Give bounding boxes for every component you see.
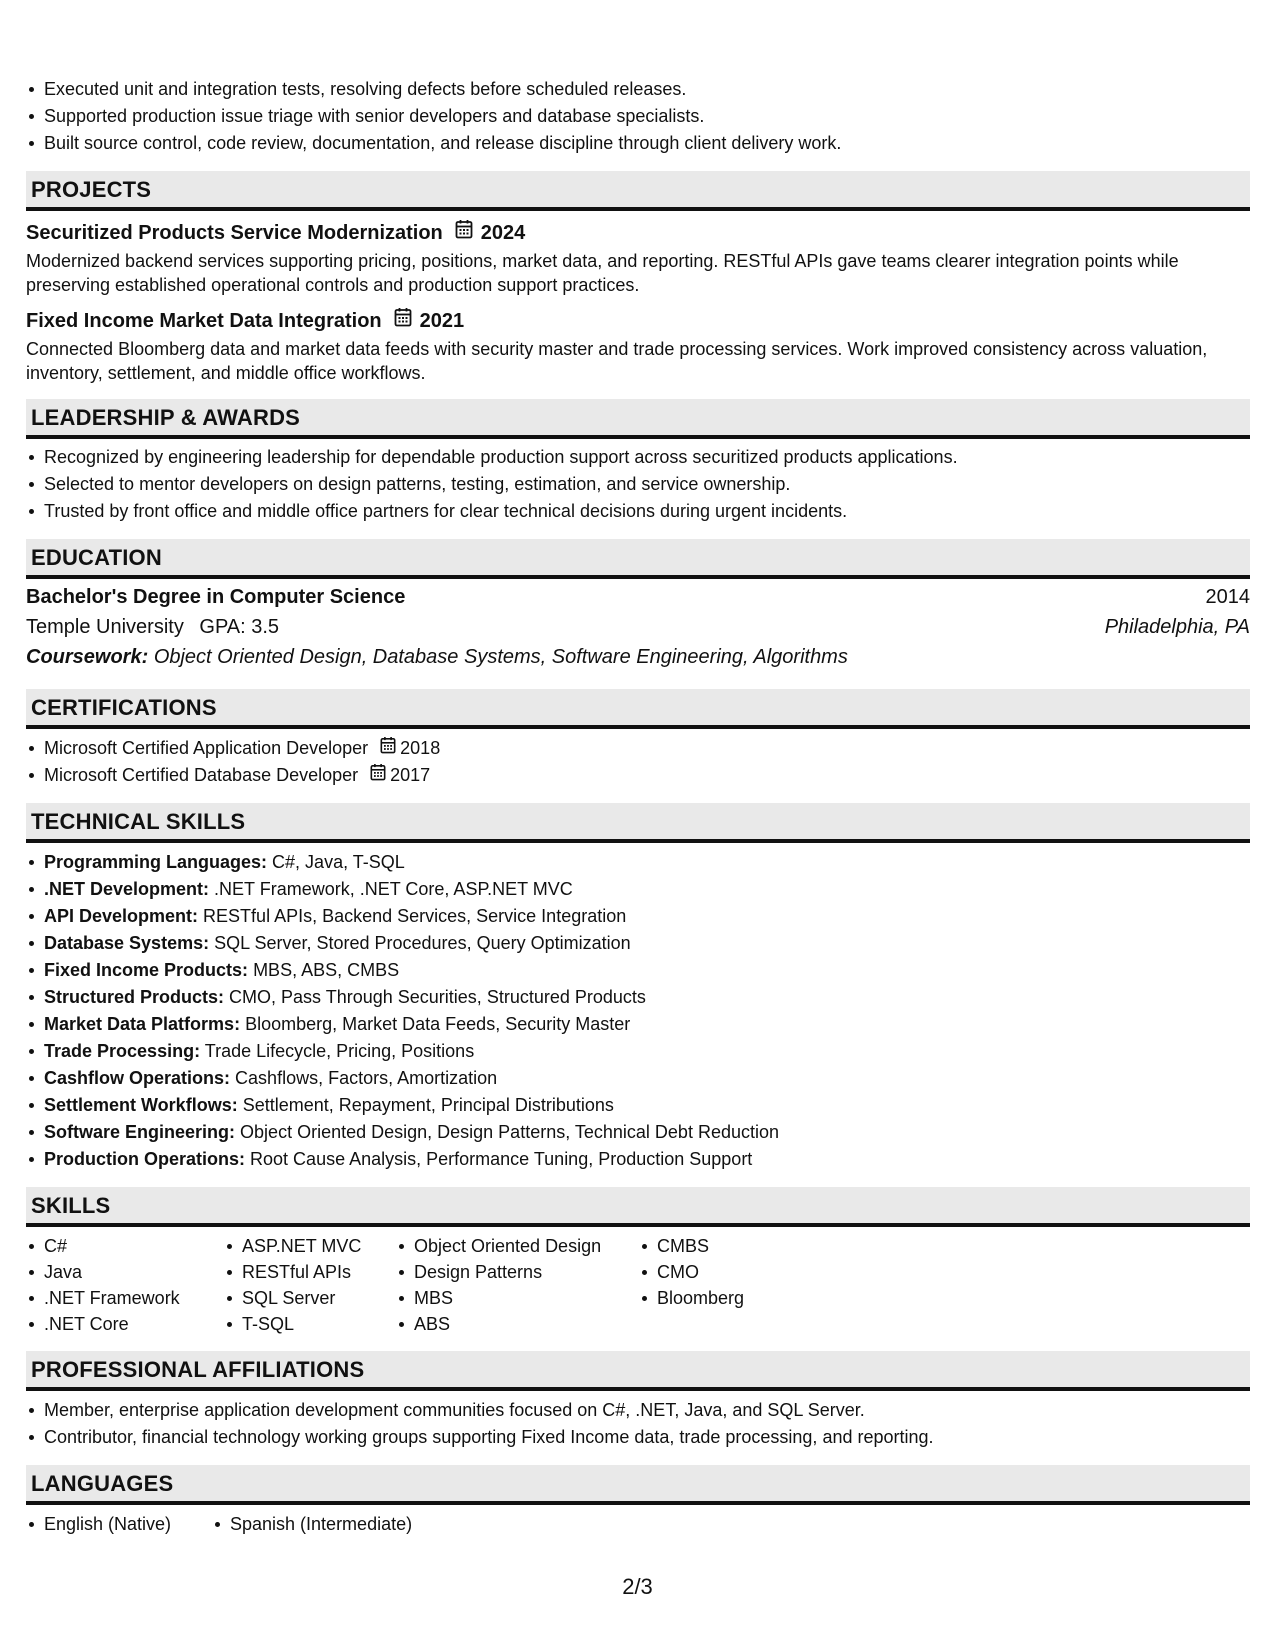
skills-column xyxy=(639,1233,837,1337)
list-item: Supported production issue triage with senior developers and database specialists. xyxy=(44,103,1250,130)
certification-year: 2018 xyxy=(400,738,441,758)
project-title-row xyxy=(26,307,1250,335)
skill-values: SQL Server, Stored Procedures, Query Optimization xyxy=(214,933,631,953)
technical-skills-list xyxy=(26,849,1250,1173)
language-column xyxy=(212,1511,412,1538)
list-item: Trusted by front office and middle office partners for clear technical decisions during urgent incidents. xyxy=(44,498,1250,525)
skill-values: C#, Java, T-SQL xyxy=(272,852,405,872)
skill-values: Trade Lifecycle, Pricing, Positions xyxy=(204,1041,475,1061)
skill-category: API Development: xyxy=(44,906,199,926)
skill-category: Market Data Platforms: xyxy=(44,1014,241,1034)
gpa: GPA: 3.5 xyxy=(199,616,280,638)
list-item: ABS xyxy=(414,1311,639,1337)
list-item: MBS xyxy=(414,1285,639,1311)
list-item xyxy=(44,735,1250,762)
project-title: Fixed Income Market Data Integration xyxy=(26,310,382,332)
skills-column xyxy=(224,1233,396,1337)
school-name: Temple University xyxy=(26,616,184,638)
skills-column xyxy=(26,1233,224,1337)
list-item xyxy=(44,957,1250,984)
certification-name: Microsoft Certified Database Developer xyxy=(44,765,359,785)
certification-year: 2017 xyxy=(390,765,431,785)
list-item: C# xyxy=(44,1233,224,1259)
skill-values: Object Oriented Design, Design Patterns, Technical Debt Reduction xyxy=(240,1122,780,1142)
certification-name: Microsoft Certified Application Developer xyxy=(44,738,369,758)
section-heading-languages: LANGUAGES xyxy=(26,1465,1250,1505)
list-item: Built source control, code review, documentation, and release discipline through client delivery work. xyxy=(44,130,1250,157)
project-year: 2021 xyxy=(419,310,465,332)
education-degree-row xyxy=(26,582,1250,612)
coursework-list: Object Oriented Design, Database Systems, Software Engineering, Algorithms xyxy=(153,646,848,668)
certifications-list xyxy=(26,735,1250,789)
skill-category: Cashflow Operations: xyxy=(44,1068,231,1088)
project-entry xyxy=(26,307,1250,385)
skill-category: Programming Languages: xyxy=(44,852,268,872)
resume-page xyxy=(26,76,1250,1538)
skill-category: Production Operations: xyxy=(44,1149,246,1169)
section-heading-projects: PROJECTS xyxy=(26,171,1250,211)
list-item: RESTful APIs xyxy=(242,1259,396,1285)
section-heading-certifications: CERTIFICATIONS xyxy=(26,689,1250,729)
project-title-row xyxy=(26,219,1250,247)
skill-category: Software Engineering: xyxy=(44,1122,236,1142)
list-item: Contributor, financial technology working groups supporting Fixed Income data, trade processing, and reporting. xyxy=(44,1424,1250,1451)
list-item xyxy=(44,1146,1250,1173)
skill-values: .NET Framework, .NET Core, ASP.NET MVC xyxy=(214,879,573,899)
skill-values: Cashflows, Factors, Amortization xyxy=(235,1068,498,1088)
skill-values: MBS, ABS, CMBS xyxy=(253,960,400,980)
list-item xyxy=(44,984,1250,1011)
list-item: Recognized by engineering leadership for dependable production support across securitized products applications. xyxy=(44,444,1250,471)
list-item xyxy=(44,849,1250,876)
section-heading-leadership: LEADERSHIP & AWARDS xyxy=(26,399,1250,439)
list-item: .NET Framework xyxy=(44,1285,224,1311)
project-year: 2024 xyxy=(480,222,526,244)
list-item: CMO xyxy=(657,1259,837,1285)
skill-values: RESTful APIs, Backend Services, Service Integration xyxy=(203,906,627,926)
list-item xyxy=(44,1011,1250,1038)
list-item: ASP.NET MVC xyxy=(242,1233,396,1259)
degree-title: Bachelor's Degree in Computer Science xyxy=(26,586,406,608)
calendar-icon xyxy=(380,735,396,762)
list-item: Selected to mentor developers on design patterns, testing, estimation, and service ownership. xyxy=(44,471,1250,498)
coursework-row xyxy=(26,642,1250,672)
page-number: 2/3 xyxy=(622,1574,653,1599)
skill-category: Structured Products: xyxy=(44,987,225,1007)
skill-category: Fixed Income Products: xyxy=(44,960,249,980)
skill-category: Trade Processing: xyxy=(44,1041,201,1061)
list-item: Bloomberg xyxy=(657,1285,837,1311)
experience-bullets xyxy=(26,76,1250,157)
language-column xyxy=(26,1511,212,1538)
list-item: CMBS xyxy=(657,1233,837,1259)
languages-list xyxy=(26,1511,1250,1538)
list-item: Design Patterns xyxy=(414,1259,639,1285)
skill-values: CMO, Pass Through Securities, Structured Products xyxy=(229,987,646,1007)
list-item: Executed unit and integration tests, resolving defects before scheduled releases. xyxy=(44,76,1250,103)
list-item xyxy=(44,1038,1250,1065)
project-entry xyxy=(26,219,1250,297)
calendar-icon xyxy=(370,762,386,789)
skills-column xyxy=(396,1233,639,1337)
list-item xyxy=(44,1092,1250,1119)
list-item: Java xyxy=(44,1259,224,1285)
coursework-label: Coursework: xyxy=(26,646,149,668)
affiliations-list xyxy=(26,1397,1250,1451)
education-school-row xyxy=(26,612,1250,642)
school-location: Philadelphia, PA xyxy=(1104,616,1250,638)
list-item xyxy=(44,1119,1250,1146)
section-heading-technical-skills: TECHNICAL SKILLS xyxy=(26,803,1250,843)
list-item: Object Oriented Design xyxy=(414,1233,639,1259)
list-item xyxy=(44,1065,1250,1092)
graduation-year: 2014 xyxy=(1205,586,1250,608)
calendar-icon xyxy=(394,307,412,335)
skill-category: Settlement Workflows: xyxy=(44,1095,238,1115)
list-item xyxy=(44,930,1250,957)
list-item xyxy=(44,903,1250,930)
section-heading-affiliations: PROFESSIONAL AFFILIATIONS xyxy=(26,1351,1250,1391)
list-item: English (Native) xyxy=(44,1511,212,1538)
skills-columns xyxy=(26,1233,1250,1337)
skill-values: Root Cause Analysis, Performance Tuning, Production Support xyxy=(250,1149,753,1169)
project-description: Connected Bloomberg data and market data feeds with security master and trade processing services. Work improved consistency across valuation, inventory, settlement, and middle office workflows. xyxy=(26,339,1208,383)
list-item xyxy=(44,762,1250,789)
skill-values: Settlement, Repayment, Principal Distributions xyxy=(242,1095,614,1115)
list-item: T-SQL xyxy=(242,1311,396,1337)
skill-category: .NET Development: xyxy=(44,879,210,899)
skill-values: Bloomberg, Market Data Feeds, Security Master xyxy=(245,1014,631,1034)
education-entry xyxy=(26,582,1250,672)
section-heading-skills: SKILLS xyxy=(26,1187,1250,1227)
skill-category: Database Systems: xyxy=(44,933,210,953)
project-title: Securitized Products Service Modernization xyxy=(26,222,443,244)
list-item: SQL Server xyxy=(242,1285,396,1311)
list-item: Spanish (Intermediate) xyxy=(230,1511,412,1538)
list-item: .NET Core xyxy=(44,1311,224,1337)
project-description: Modernized backend services supporting pricing, positions, market data, and reporting. RESTful APIs gave teams clearer integration points while preserving established operational controls and production support practices. xyxy=(26,251,1179,295)
calendar-icon xyxy=(455,219,473,247)
section-heading-education: EDUCATION xyxy=(26,539,1250,579)
leadership-list xyxy=(26,444,1250,525)
list-item: Member, enterprise application development communities focused on C#, .NET, Java, and SQL Server. xyxy=(44,1397,1250,1424)
list-item xyxy=(44,876,1250,903)
